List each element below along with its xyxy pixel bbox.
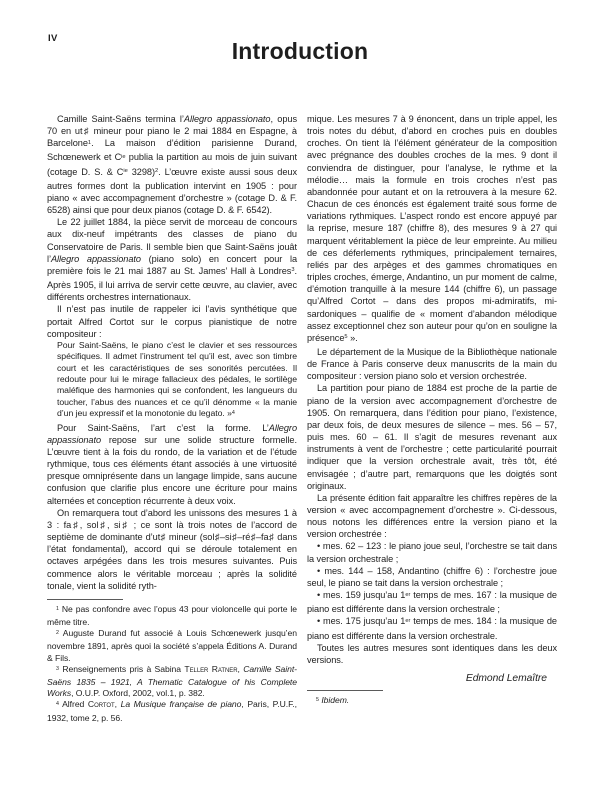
bullet-mes-144-158: • mes. 144 – 158, Andantino (chiffre 6) : l’orchestre joue seul, le piano se tait dans la version orchestrale ; xyxy=(307,565,557,588)
two-column-layout xyxy=(47,113,558,724)
paragraph-continuation: mique. Les mesures 7 à 9 énoncent, dans un triple appel, les trois notes du début, d’abord en croches puis en doubles croches. On tient là l’élément générateur de la composition avec prégnance des doubles croches de la mes. 9 dont il conviendra de distinguer, pour l’analyse, le rythme et la mélodie… mais la formule en trois croches n’est pas abandonnée pour autant et on la retrouvera à la mesure 62. Chacun de ces énoncés est également traité sous forme de variations rythmiques. L’aspect rondo est encore appuyé par la reprise, mesure 187 (chiffre 8), des mesures 9 à 27 qui marquent véritablement la pièce de leur empreinte. Au milieu de ces déferlements rythmiques, principalement ternaires, reliés par des arpèges et des gammes chromatiques en triples croches, émerge, Andantino, un pur moment de calme, d’émotion tranquille à la mesure 144 (chiffre 6), un passage qu’Alfred Cortot – dans des propos mi-admiratifs, mi-sardoniques – qualifie de « moment d’abandon mélodique assez exceptionnel chez son auteur pour qu’on en souligne la présence$^5$ ». xyxy=(307,114,557,343)
footnote-5: $^5$ Ibidem. xyxy=(316,695,350,706)
page-number: IV xyxy=(48,33,58,44)
paragraph-concours: Le 22 juillet 1884, la pièce servit de morceau de concours aux dix-neuf impétrants des classes de piano du Conservatoire de Paris. Il semble bien que Saint-Saëns jouât l’Allegro appassionato (piano solo) en concert pour la première fois le 21 mai 1887 au St. James’ Hall à Londres$^3$. Après 1905, il lui arriva de servir cette œuvre, au clavier, avec différents orchestres internationaux. xyxy=(47,217,298,303)
bullet-mes-62-123: • mes. 62 – 123 : le piano joue seul, l’orchestre se tait dans la version orchestrale ; xyxy=(307,541,557,564)
footnote-separator xyxy=(47,599,123,600)
page-title: Introduction xyxy=(231,38,369,64)
footnote-4: $^4$ Alfred Cortot, La Musique française de piano, Paris, P.U.F., 1932, tome 2, p. 56. xyxy=(47,699,297,723)
paragraph-edition: La présente édition fait apparaître les chiffres repères de la version « avec accompagnement d’orchestre ». Ci-dessous, nous notons les différences entre la version piano et la version orchestrée : xyxy=(307,492,557,540)
paragraph-opening: Camille Saint-Saëns termina l’Allegro appassionato, opus 70 en ut♯ mineur pour piano le 2 mai 1884 en Espagne, à Barcelone$^1$. La maison d’édition parisienne Durand, Schœnewerk et $C^{ie}$ publia la partition au mois de juin suivant (cotage D. S. & $C^{ie}$ 3298)$^2$. L’œuvre existe aussi sous deux autres formes dont la publication intervint en 1905 : pour piano « avec accompagnement d’orchestre » (cotage D. & F. 6528) ainsi que pour deux pianos (cotage D. & F. 6542). xyxy=(47,114,298,216)
footnotes-left xyxy=(47,599,297,724)
paragraph-partition: La partition pour piano de 1884 est proche de la partie de piano de la version avec accompagnement d’orchestre de 1905. On remarquera, dans l’édition pour piano, l’existence, par deux fois, de deux mesures de silence – mes. 56 – 57, puis mes. 60 – 61. Il s’agit de mesures revenant aux instruments à vent de l’orchestre ; cette particularité pourrait indiquer que la version orchestrale avait, très tôt, été envisagée ; d’autre part, remarquons que les doigtés sont originaux. xyxy=(307,383,557,491)
author-signature: Edmond Lemaître xyxy=(465,673,547,685)
paragraph-cortot-intro: Il n’est pas inutile de rappeler ici l’avis synthétique que portait Alfred Cortot sur le corpus pianistique de notre compositeur : xyxy=(47,304,297,339)
footnote-2: $^2$ Auguste Durand fut associé à Louis Schœnewerk jusqu’en novembre 1891, après quoi la société s’appela Éditions A. Durand & Fils. xyxy=(47,628,297,663)
paragraph-forme: Pour Saint-Saëns, l’art c’est la forme. L’Allegro appassionato repose sur une solide structure formelle. L’œuvre tient à la fois du rondo, de la variation et de l’étude rythmique, tous ces éléments étant associés à une virtuosité presque omniprésente dans un langage limpide, sans aucune confusion que clarifie plus encore une écriture pour mains alternées et conception récurrente à deux voix. xyxy=(47,422,297,506)
left-column xyxy=(47,113,297,724)
paragraph-unissons: On remarquera tout d’abord les unissons des mesures 1 à 3 : fa♯, sol♯, si♯ ; ce sont là trois notes de l’accord de septième de dominante d’ut♯ mineur (sol♯–si♯–ré♯–fa♯ dans l’état fondamental), accord qui se déroule totalement en octaves arpégées dans les trois mesures suivantes. Puis commence alors le véritable morceau ; après la solidité tonale, vient la solidité ryth- xyxy=(47,507,297,591)
paragraph-manuscrits: Le département de la Musique de la Bibliothèque nationale de France à Paris conserve deux manuscrits de la main du compositeur : version piano solo et version orchestrée. xyxy=(307,346,557,382)
right-column xyxy=(307,113,557,724)
footnotes-right xyxy=(307,690,557,708)
blockquote-cortot: Pour Saint-Saëns, le piano c’est le clavier et ses ressources spécifiques. Il admet l’instrument tel qu’il est, avec son timbre court et les caractéristiques de ses sonorités percutées. Il redoute pour lui le mirage fallacieux des pédales, le sortilège maléfique des harmonies qui se confondent, les langueurs du toucher, l’abus des nuances et ce qu’il dénomme « la manie d’un jeu expressif et la monotonie du legato. »$^4$ xyxy=(57,339,297,419)
footnote-1: $^1$ Ne pas confondre avec l’opus 43 pour violoncelle qui porte le même titre. xyxy=(47,603,297,628)
footnote-3: $^3$ Renseignements pris à Sabina Teller Ratner, Camille Saint-Saëns 1835 – 1921, A Thematic Catalogue of his Complete Works, O.U.P. Oxford, 2002, vol.1, p. 382. xyxy=(47,663,297,699)
paragraph-conclusion: Toutes les autres mesures sont identiques dans les deux versions. xyxy=(307,642,557,665)
bullet-mes-159-167: • mes. 159 jusqu’au 1er temps de mes. 167 : la musique de piano est différente dans la version orchestrale ; xyxy=(307,590,557,615)
bullet-mes-175-184: • mes. 175 jusqu’au 1er temps de mes. 184 : la musique de piano est différente dans la version orchestrale. xyxy=(307,616,557,641)
footnote-separator xyxy=(307,690,383,691)
